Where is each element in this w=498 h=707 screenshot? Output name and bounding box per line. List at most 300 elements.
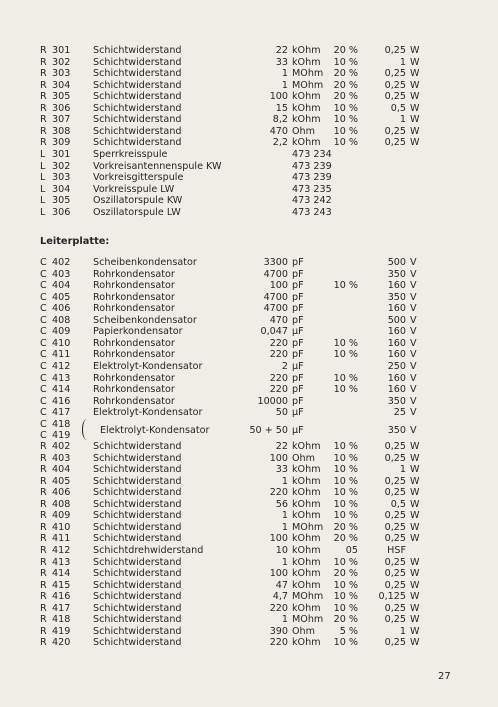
part-row: [0, 68, 498, 80]
part-number: 409: [52, 510, 71, 522]
part-number: 402: [52, 257, 71, 268]
part-value: 4700: [263, 268, 288, 280]
part-rating: 0,25: [384, 68, 406, 80]
part-letter: C: [40, 337, 47, 349]
part-row: [0, 349, 498, 361]
part-description: Scheibenkondensator: [93, 314, 197, 326]
part-letter: R: [40, 533, 47, 545]
part-row: [0, 614, 498, 626]
part-tolerance: 10 %: [333, 602, 358, 614]
part-description: Schichtwiderstand: [93, 56, 182, 68]
part-letter: R: [40, 579, 47, 591]
part-letter: R: [40, 556, 47, 568]
part-rating: 0,25: [384, 475, 406, 487]
part-rating-unit: V: [410, 349, 417, 361]
part-description: Schichtwiderstand: [93, 79, 182, 91]
part-rating: 250: [387, 360, 406, 372]
part-row: [0, 557, 498, 569]
part-rating: 1: [399, 114, 406, 126]
part-letter: L: [40, 195, 46, 207]
part-rating-unit: W: [410, 498, 420, 510]
part-rating-unit: W: [410, 114, 420, 126]
part-rating-unit: W: [410, 475, 420, 487]
part-rating-unit: W: [410, 45, 420, 56]
part-unit: kOhm: [292, 56, 321, 68]
part-value: 1: [281, 521, 288, 533]
part-rating: 350: [387, 291, 406, 303]
part-letter: R: [40, 125, 47, 137]
part-letter: R: [40, 102, 47, 114]
part-tolerance: 20 %: [333, 45, 358, 56]
part-rating: 500: [387, 257, 406, 268]
part-unit: kOhm: [292, 487, 321, 499]
part-rating: 25: [393, 407, 406, 419]
part-description: Scheibenkondensator: [93, 257, 197, 268]
part-number: 403: [52, 268, 71, 280]
part-value: 22: [275, 45, 288, 56]
part-catalog-number: 473 239: [292, 160, 332, 172]
part-value: 4700: [263, 291, 288, 303]
part-row: [0, 407, 498, 419]
part-value: 100: [269, 568, 288, 580]
part-row: [0, 45, 498, 57]
part-tolerance: 10 %: [333, 114, 358, 126]
part-rating: 0,25: [384, 568, 406, 580]
part-rating-unit: W: [410, 487, 420, 499]
part-rating: 0,25: [384, 45, 406, 56]
part-letter: C: [40, 314, 47, 326]
part-unit: kOhm: [292, 498, 321, 510]
part-number: 413: [52, 556, 71, 568]
part-row: [0, 57, 498, 69]
part-rating: HSF: [387, 544, 406, 556]
part-rating: 0,25: [384, 579, 406, 591]
part-row: [0, 184, 498, 196]
part-description: Papierkondensator: [93, 326, 183, 338]
part-letter: R: [40, 487, 47, 499]
part-rating-unit: V: [410, 407, 417, 419]
part-number: 419: [52, 625, 71, 637]
part-number: 416: [52, 591, 71, 603]
part-rating: 0,25: [384, 452, 406, 464]
part-description: Schichtwiderstand: [93, 91, 182, 103]
part-number: 416: [52, 395, 71, 407]
part-rating: 160: [387, 280, 406, 292]
part-letter: R: [40, 56, 47, 68]
part-row: [0, 103, 498, 115]
part-unit: kOhm: [292, 137, 321, 149]
part-letter: R: [40, 591, 47, 603]
part-tolerance: 10 %: [333, 372, 358, 384]
part-value: 15: [275, 102, 288, 114]
part-value: 470: [269, 314, 288, 326]
part-value: 100: [269, 533, 288, 545]
part-rating-unit: W: [410, 602, 420, 614]
grouping-brace: [82, 419, 88, 440]
part-unit: µF: [292, 407, 304, 419]
part-rating: 160: [387, 337, 406, 349]
part-description: Rohrkondensator: [93, 291, 175, 303]
part-rating: 0,25: [384, 614, 406, 626]
part-rating: 160: [387, 303, 406, 315]
part-letter: C: [40, 303, 47, 315]
part-letter: R: [40, 498, 47, 510]
part-description: Schichtwiderstand: [93, 464, 182, 476]
part-tolerance: 20 %: [333, 533, 358, 545]
part-tolerance: 10 %: [333, 102, 358, 114]
part-letter: R: [40, 45, 47, 56]
part-rating-unit: V: [410, 337, 417, 349]
part-tolerance: 20 %: [333, 614, 358, 626]
part-row: [0, 326, 498, 338]
part-letter: L: [40, 160, 46, 172]
part-rating-unit: V: [410, 395, 417, 407]
part-rating-unit: W: [410, 79, 420, 91]
part-unit: kOhm: [292, 568, 321, 580]
part-unit: pF: [292, 257, 304, 268]
part-rating-unit: W: [410, 91, 420, 103]
part-unit: kOhm: [292, 533, 321, 545]
part-description: Vorkreisgitterspule: [93, 172, 184, 184]
part-row: [0, 568, 498, 580]
part-rating-unit: W: [410, 452, 420, 464]
part-rating: 350: [387, 395, 406, 407]
part-unit: kOhm: [292, 475, 321, 487]
part-value: 100: [269, 280, 288, 292]
part-number: 301: [52, 148, 71, 160]
part-unit: MOhm: [292, 521, 324, 533]
part-letter: R: [40, 137, 47, 149]
part-number: 304: [52, 183, 71, 195]
part-rating-unit: W: [410, 125, 420, 137]
part-row: [0, 257, 498, 269]
part-number: 410: [52, 521, 71, 533]
part-rating: 350: [387, 425, 406, 436]
part-unit: pF: [292, 349, 304, 361]
part-rating-unit: W: [410, 614, 420, 626]
part-number: 302: [52, 160, 71, 172]
part-rating: 0,25: [384, 137, 406, 149]
part-row: [0, 510, 498, 522]
part-row: [0, 137, 498, 149]
part-description: Sperrkreisspule: [93, 148, 168, 160]
part-value: 10000: [257, 395, 288, 407]
part-row: [0, 580, 498, 592]
part-number: 409: [52, 326, 71, 338]
part-rating-unit: V: [410, 360, 417, 372]
part-rating-unit: W: [410, 568, 420, 580]
part-unit: pF: [292, 291, 304, 303]
part-row: [0, 361, 498, 373]
part-letter: C: [40, 268, 47, 280]
part-row: [0, 545, 498, 557]
part-tolerance: 20 %: [333, 521, 358, 533]
part-unit: MOhm: [292, 79, 324, 91]
part-number: 405: [52, 291, 71, 303]
part-value: 390: [269, 625, 288, 637]
part-number: 408: [52, 314, 71, 326]
part-value: 470: [269, 125, 288, 137]
part-tolerance: 10 %: [333, 280, 358, 292]
part-unit: µF: [292, 326, 304, 338]
part-tolerance: 10 %: [333, 591, 358, 603]
part-row: [0, 373, 498, 385]
part-letter: R: [40, 614, 47, 626]
part-description: Schichtwiderstand: [93, 125, 182, 137]
part-row: [0, 637, 498, 649]
part-letter: R: [40, 568, 47, 580]
part-number: 303: [52, 68, 71, 80]
part-value: 220: [269, 349, 288, 361]
part-rating: 0,25: [384, 441, 406, 452]
part-tolerance: 20 %: [333, 568, 358, 580]
part-tolerance: 10 %: [333, 510, 358, 522]
part-description: Vorkreisantennenspule KW: [93, 160, 222, 172]
part-letter: C: [40, 395, 47, 407]
part-description: Schichtwiderstand: [93, 533, 182, 545]
part-rating: 160: [387, 349, 406, 361]
part-row: [0, 533, 498, 545]
part-letter: C: [40, 419, 47, 430]
part-row: [0, 149, 498, 161]
part-description: Schichtwiderstand: [93, 498, 182, 510]
part-unit: kOhm: [292, 544, 321, 556]
part-number: 305: [52, 195, 71, 207]
part-number: 308: [52, 125, 71, 137]
part-number: 408: [52, 498, 71, 510]
part-rating-unit: W: [410, 510, 420, 522]
part-number: 304: [52, 79, 71, 91]
part-rating-unit: W: [410, 579, 420, 591]
part-description: Schichtwiderstand: [93, 114, 182, 126]
part-rating-unit: W: [410, 533, 420, 545]
part-unit: pF: [292, 303, 304, 315]
part-number: 404: [52, 280, 71, 292]
paired-capacitor-row: [0, 418, 498, 442]
part-unit: pF: [292, 268, 304, 280]
part-description: Rohrkondensator: [93, 268, 175, 280]
part-catalog-number: 473 243: [292, 206, 332, 218]
part-rating: 0,25: [384, 79, 406, 91]
part-unit: kOhm: [292, 102, 321, 114]
part-rating: 350: [387, 268, 406, 280]
part-unit: µF: [292, 425, 304, 436]
part-rating-unit: V: [410, 257, 417, 268]
part-description: Rohrkondensator: [93, 303, 175, 315]
part-letter: R: [40, 544, 47, 556]
part-row: [0, 269, 498, 281]
part-value: 100: [269, 452, 288, 464]
part-row: [0, 338, 498, 350]
part-number: 419: [52, 430, 71, 441]
part-number: 417: [52, 602, 71, 614]
part-value: 56: [275, 498, 288, 510]
part-value: 4700: [263, 303, 288, 315]
part-rating: 1: [399, 464, 406, 476]
part-catalog-number: 473 234: [292, 148, 332, 160]
part-description: Schichtwiderstand: [93, 441, 182, 452]
part-number: 404: [52, 464, 71, 476]
part-letter: L: [40, 172, 46, 184]
part-value: 33: [275, 464, 288, 476]
part-unit: kOhm: [292, 602, 321, 614]
part-tolerance: 10 %: [333, 464, 358, 476]
part-rating: 160: [387, 372, 406, 384]
part-description: Vorkreisspule LW: [93, 183, 175, 195]
part-catalog-number: 473 239: [292, 172, 332, 184]
part-number: 403: [52, 452, 71, 464]
part-description: Schichtwiderstand: [93, 475, 182, 487]
part-value: 1: [281, 79, 288, 91]
part-description: Schichtwiderstand: [93, 568, 182, 580]
part-value: 50 + 50: [249, 425, 288, 436]
part-rating: 0,25: [384, 533, 406, 545]
part-number: 406: [52, 487, 71, 499]
part-rating-unit: W: [410, 56, 420, 68]
part-description: Schichtwiderstand: [93, 137, 182, 149]
part-rating: 0,25: [384, 521, 406, 533]
part-description: Schichtwiderstand: [93, 487, 182, 499]
part-unit: Ohm: [292, 452, 315, 464]
part-unit: Ohm: [292, 625, 315, 637]
part-value: 220: [269, 637, 288, 649]
part-letter: R: [40, 91, 47, 103]
part-row: [0, 315, 498, 327]
part-rating: 160: [387, 326, 406, 338]
part-tolerance: 10 %: [333, 125, 358, 137]
part-rating: 0,5: [390, 498, 406, 510]
part-description: Schichtwiderstand: [93, 556, 182, 568]
part-unit: pF: [292, 280, 304, 292]
part-number: 306: [52, 102, 71, 114]
part-rating: 0,25: [384, 602, 406, 614]
part-number: 410: [52, 337, 71, 349]
page-number: 27: [438, 671, 451, 682]
part-value: 1: [281, 614, 288, 626]
part-tolerance: 10 %: [333, 498, 358, 510]
part-unit: kOhm: [292, 45, 321, 56]
part-row: [0, 603, 498, 615]
part-rating: 1: [399, 625, 406, 637]
part-tolerance: 10 %: [333, 349, 358, 361]
part-letter: C: [40, 280, 47, 292]
part-tolerance: 10 %: [333, 637, 358, 649]
part-letter: C: [40, 349, 47, 361]
part-row: [0, 626, 498, 638]
part-value: 220: [269, 372, 288, 384]
part-row: [0, 487, 498, 499]
part-unit: kOhm: [292, 114, 321, 126]
part-row: [0, 292, 498, 304]
part-catalog-number: 473 235: [292, 183, 332, 195]
part-value: 10: [275, 544, 288, 556]
part-number: 303: [52, 172, 71, 184]
part-description: Elektrolyt-Kondensator: [93, 360, 203, 372]
part-letter: C: [40, 430, 47, 441]
part-rating-unit: W: [410, 637, 420, 649]
part-rating: 0,25: [384, 125, 406, 137]
part-rating: 0,25: [384, 556, 406, 568]
part-description: Schichtwiderstand: [93, 45, 182, 56]
part-unit: pF: [292, 384, 304, 396]
part-tolerance: 10 %: [333, 556, 358, 568]
part-row: [0, 441, 498, 453]
part-row: [0, 207, 498, 219]
part-letter: C: [40, 360, 47, 372]
part-value: 3300: [263, 257, 288, 268]
part-number: 406: [52, 303, 71, 315]
part-number: 412: [52, 360, 71, 372]
part-description: Rohrkondensator: [93, 349, 175, 361]
part-number: 418: [52, 419, 71, 430]
part-tolerance: 10 %: [333, 56, 358, 68]
part-letter: R: [40, 114, 47, 126]
part-rating-unit: W: [410, 137, 420, 149]
part-rating-unit: W: [410, 625, 420, 637]
part-letter: C: [40, 326, 47, 338]
part-row: [0, 172, 498, 184]
part-number: 307: [52, 114, 71, 126]
part-value: 8,2: [272, 114, 288, 126]
part-description: Elektrolyt-Kondensator: [93, 407, 203, 419]
part-value: 4,7: [272, 591, 288, 603]
part-number: 411: [52, 533, 71, 545]
part-tolerance: 10 %: [333, 337, 358, 349]
part-value: 1: [281, 510, 288, 522]
part-rating: 0,125: [378, 591, 406, 603]
part-tolerance: 20 %: [333, 91, 358, 103]
part-rating-unit: W: [410, 102, 420, 114]
part-number: 405: [52, 475, 71, 487]
part-rating-unit: V: [410, 303, 417, 315]
part-letter: L: [40, 183, 46, 195]
part-description: Schichtwiderstand: [93, 510, 182, 522]
part-letter: L: [40, 206, 46, 218]
part-number: 301: [52, 45, 71, 56]
part-description: Schichtwiderstand: [93, 68, 182, 80]
part-rating-unit: V: [410, 384, 417, 396]
part-unit: Ohm: [292, 125, 315, 137]
part-description: Schichtdrehwiderstand: [93, 544, 204, 556]
part-description: Rohrkondensator: [93, 395, 175, 407]
part-catalog-number: 473 242: [292, 195, 332, 207]
part-row: [0, 499, 498, 511]
part-letter: R: [40, 637, 47, 649]
part-description: Schichtwiderstand: [93, 102, 182, 114]
part-description: Schichtwiderstand: [93, 452, 182, 464]
part-unit: kOhm: [292, 464, 321, 476]
part-unit: MOhm: [292, 591, 324, 603]
part-number: 302: [52, 56, 71, 68]
part-value: 33: [275, 56, 288, 68]
part-row: [0, 522, 498, 534]
part-tolerance: 10 %: [333, 384, 358, 396]
part-number: 413: [52, 372, 71, 384]
part-description: Schichtwiderstand: [93, 625, 182, 637]
part-description: Schichtwiderstand: [93, 591, 182, 603]
part-value: 1: [281, 475, 288, 487]
part-rating-unit: W: [410, 556, 420, 568]
part-number: 415: [52, 579, 71, 591]
part-letter: C: [40, 384, 47, 396]
part-row: [0, 195, 498, 207]
part-unit: pF: [292, 337, 304, 349]
part-letter: C: [40, 372, 47, 384]
part-rating-unit: W: [410, 68, 420, 80]
part-description: Oszillatorspule KW: [93, 195, 183, 207]
part-number: 417: [52, 407, 71, 419]
part-tolerance: 20 %: [333, 79, 358, 91]
